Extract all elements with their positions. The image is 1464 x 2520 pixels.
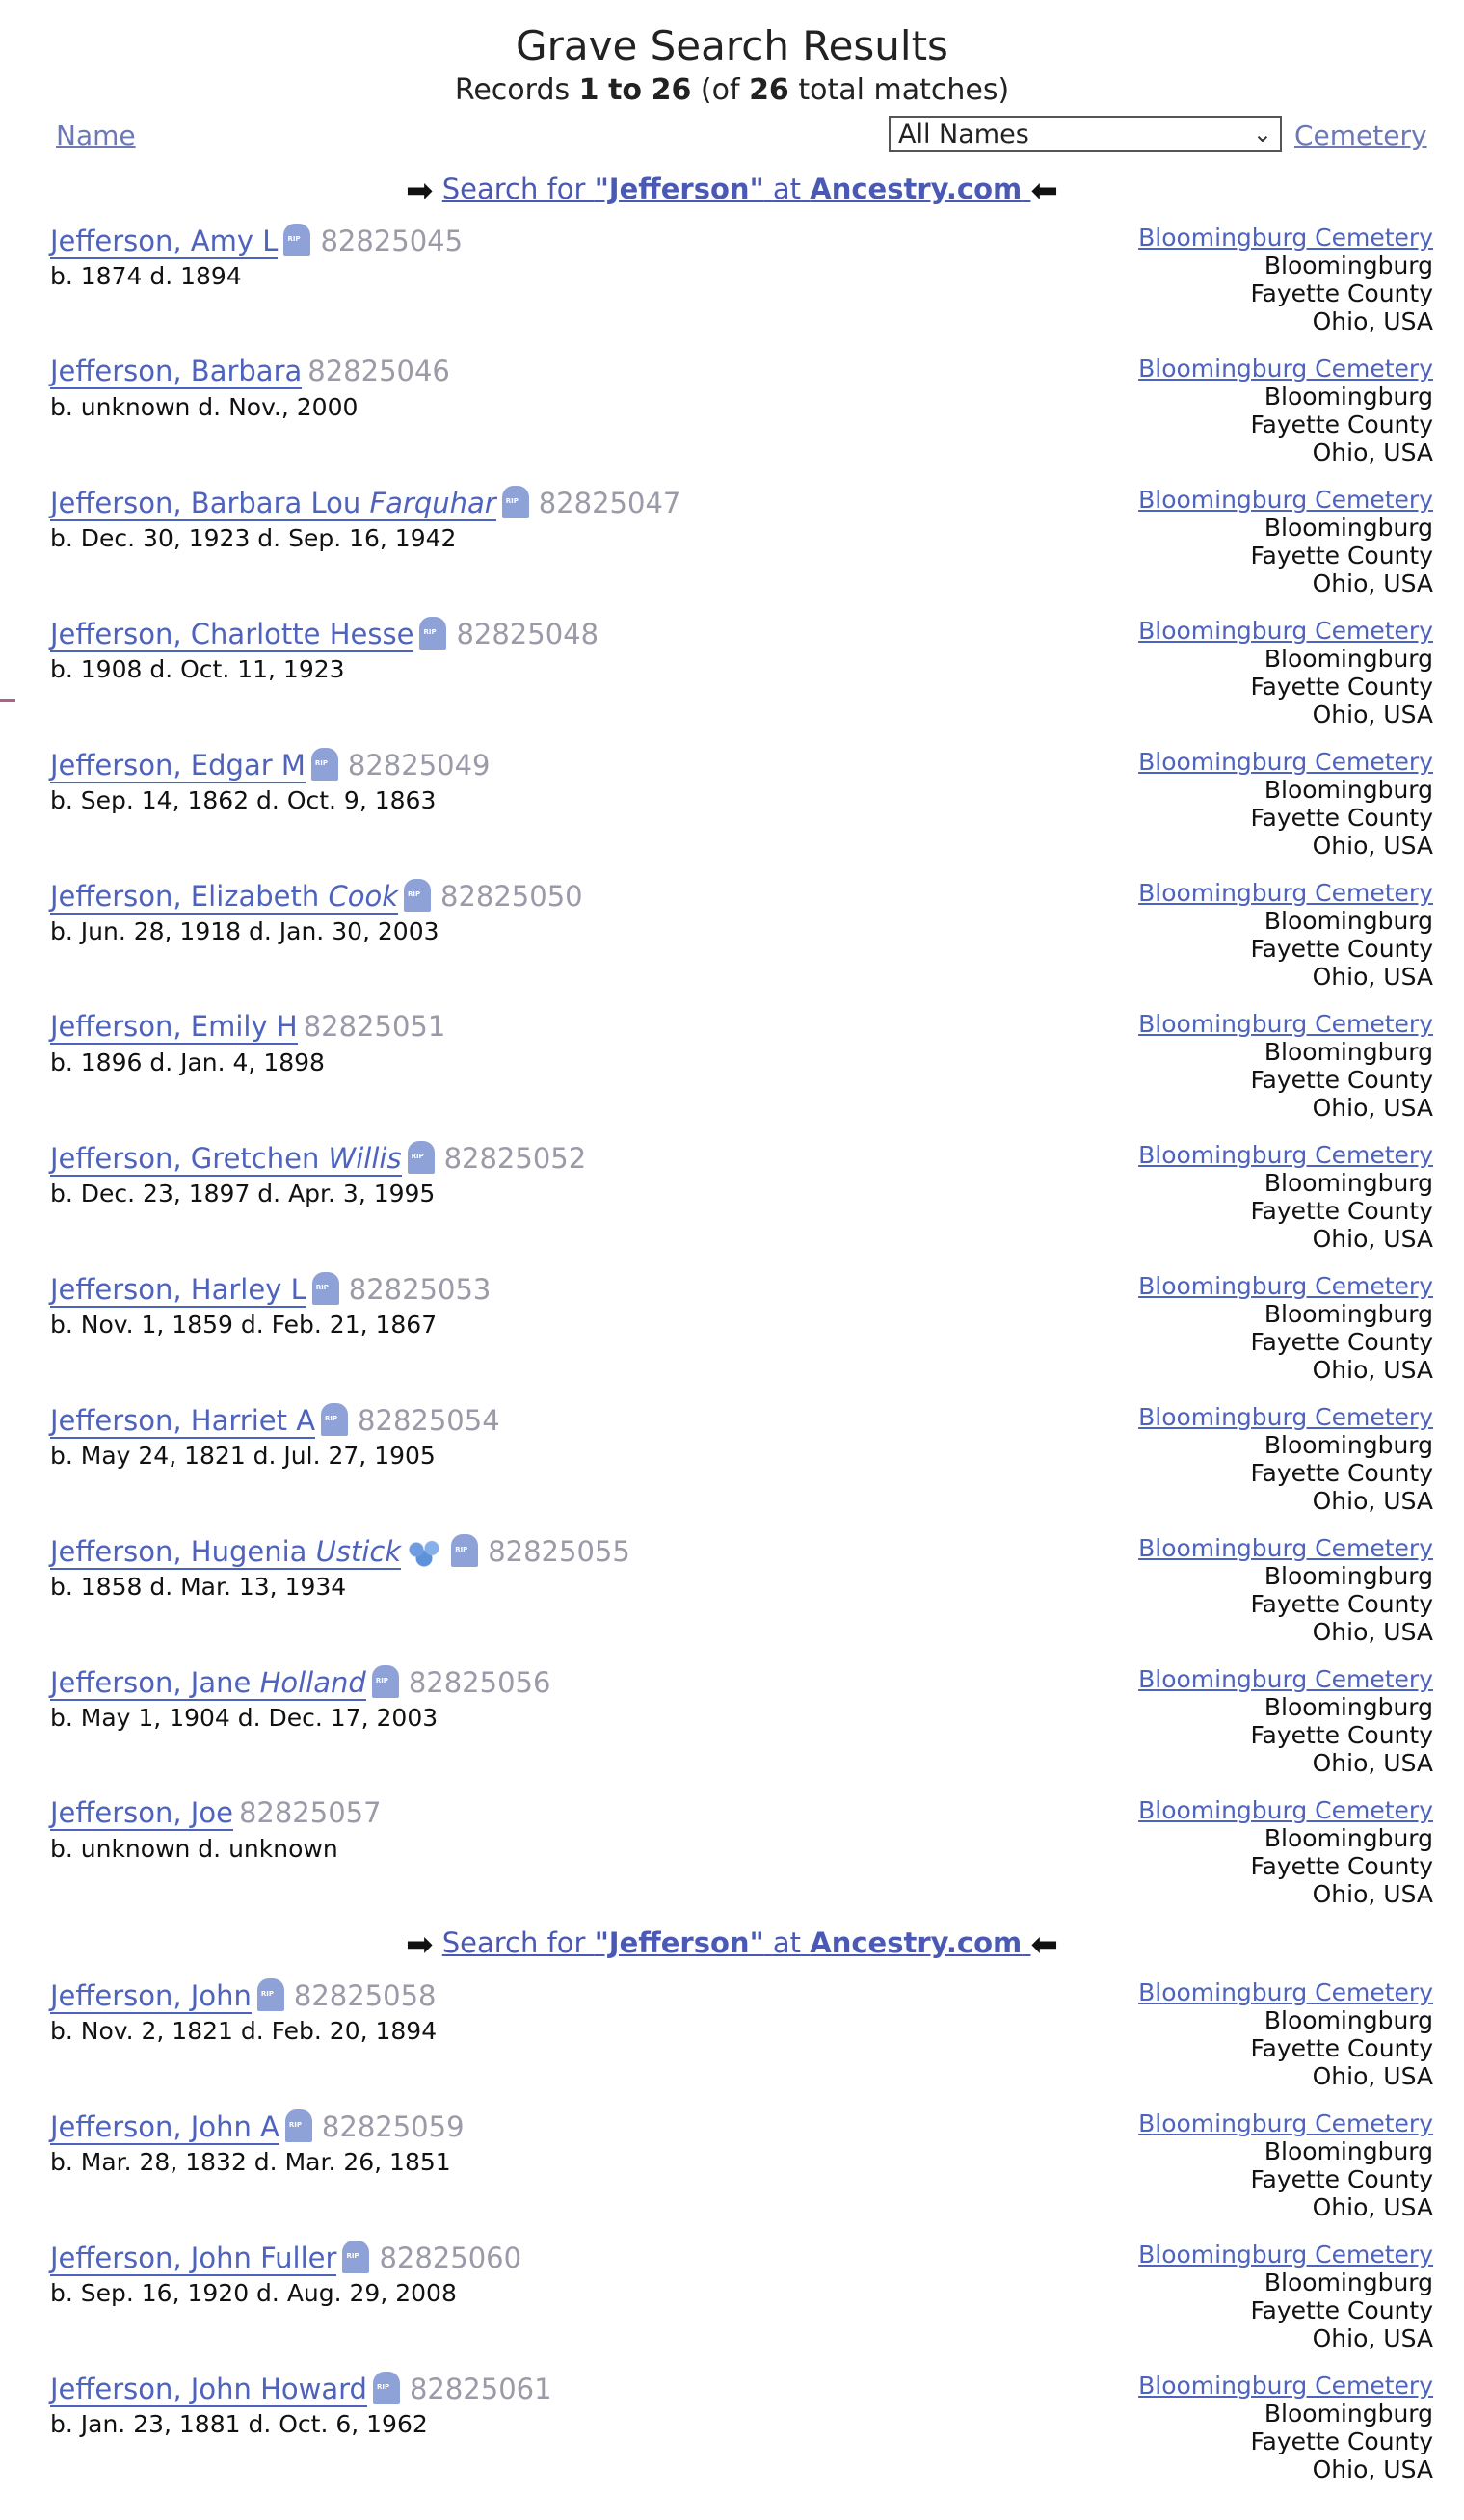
cemetery-link[interactable]: Bloomingburg Cemetery	[1138, 486, 1433, 514]
cemetery-link[interactable]: Bloomingburg Cemetery	[1138, 1534, 1433, 1562]
cemetery-county: Fayette County	[1250, 1721, 1433, 1749]
cemetery-state: Ohio, USA	[1312, 832, 1433, 860]
cemetery-state: Ohio, USA	[1312, 963, 1433, 991]
cemetery-county: Fayette County	[1250, 2427, 1433, 2455]
cemetery-location	[1138, 1010, 1433, 1122]
ancestry-at: at	[772, 172, 802, 205]
ancestry-keyword: "Jefferson"	[594, 1926, 764, 1959]
result-row	[0, 2372, 1464, 2497]
cemetery-link[interactable]: Bloomingburg Cemetery	[1138, 355, 1433, 383]
cemetery-state: Ohio, USA	[1312, 438, 1433, 466]
memorial-id: 82825052	[443, 1142, 587, 1175]
cemetery-state: Ohio, USA	[1312, 2455, 1433, 2483]
memorial-id: 82825051	[303, 1010, 446, 1043]
life-dates: b. Dec. 30, 1923 d. Sep. 16, 1942	[50, 524, 457, 552]
cemetery-state: Ohio, USA	[1312, 1618, 1433, 1646]
memorial-id: 82825047	[538, 487, 681, 519]
life-dates: b. 1908 d. Oct. 11, 1923	[50, 655, 345, 683]
person-name: Jefferson, Joe	[50, 1796, 233, 1829]
sort-by-cemetery-link[interactable]: Cemetery	[1294, 119, 1427, 151]
cemetery-county: Fayette County	[1250, 1459, 1433, 1487]
maiden-name: Willis	[328, 1142, 402, 1175]
person-name: Jefferson, John	[50, 1979, 252, 2012]
person-name: Jefferson, Amy L	[50, 225, 279, 257]
cemetery-county: Fayette County	[1250, 2034, 1433, 2062]
person-name-link[interactable]	[50, 1010, 298, 1045]
memorial-id: 82825053	[348, 1273, 492, 1306]
cemetery-state: Ohio, USA	[1312, 570, 1433, 597]
person-name-link[interactable]	[50, 1404, 315, 1439]
name-line	[50, 879, 583, 913]
person-name: Jefferson, John Howard	[50, 2373, 367, 2405]
memorial-id: 82825057	[238, 1796, 382, 1829]
person-name: Jefferson, Charlotte Hesse	[50, 618, 414, 650]
result-row	[0, 2241, 1464, 2366]
person-name: Jefferson, John Fuller	[50, 2241, 337, 2274]
name-line	[50, 224, 463, 257]
person-name-link[interactable]	[50, 2110, 279, 2145]
person-name-link[interactable]	[50, 1666, 366, 1701]
result-row	[0, 1978, 1464, 2104]
name-line	[50, 355, 450, 387]
name-line	[50, 2241, 521, 2274]
cemetery-state: Ohio, USA	[1312, 2324, 1433, 2352]
cemetery-link[interactable]: Bloomingburg Cemetery	[1138, 1403, 1433, 1431]
ancestry-search-banner	[0, 1925, 1464, 1964]
person-name: Jefferson, Emily H	[50, 1010, 298, 1043]
cemetery-state: Ohio, USA	[1312, 2062, 1433, 2090]
cemetery-link[interactable]: Bloomingburg Cemetery	[1138, 2109, 1433, 2137]
ancestry-prefix: Search for	[441, 172, 586, 205]
life-dates: b. Mar. 28, 1832 d. Mar. 26, 1851	[50, 2148, 451, 2176]
sort-by-name-link[interactable]: Name	[56, 119, 136, 151]
cemetery-location	[1138, 355, 1433, 466]
name-line	[50, 486, 680, 519]
chevron-down-icon: ⌄	[1252, 120, 1272, 147]
cemetery-state: Ohio, USA	[1312, 1487, 1433, 1515]
cemetery-state: Ohio, USA	[1312, 1356, 1433, 1384]
records-summary	[0, 71, 1464, 110]
person-name: Jefferson, Edgar M	[50, 749, 306, 782]
maiden-name: Cook	[328, 880, 398, 913]
name-line	[50, 1665, 550, 1699]
result-row	[0, 1141, 1464, 1266]
memorial-id: 82825060	[379, 2241, 522, 2274]
cemetery-county: Fayette County	[1250, 411, 1433, 438]
arrow-left-icon: ⬅	[1030, 1925, 1058, 1964]
life-dates: b. unknown d. Nov., 2000	[50, 393, 359, 421]
person-name: Jefferson, Gretchen	[50, 1142, 320, 1175]
ancestry-keyword: "Jefferson"	[594, 172, 764, 205]
cemetery-city: Bloomingburg	[1264, 645, 1433, 673]
life-dates: b. May 24, 1821 d. Jul. 27, 1905	[50, 1442, 436, 1470]
cemetery-location	[1138, 879, 1433, 991]
result-row	[0, 1403, 1464, 1528]
cemetery-link[interactable]: Bloomingburg Cemetery	[1138, 879, 1433, 907]
person-name-link[interactable]	[50, 355, 302, 389]
result-row	[0, 2109, 1464, 2235]
cemetery-location	[1138, 2109, 1433, 2221]
name-filter-select[interactable]	[889, 116, 1282, 152]
range-end: 26	[651, 73, 692, 107]
total-suffix: total matches)	[798, 73, 1010, 107]
memorial-id: 82825046	[307, 355, 450, 387]
cemetery-location	[1138, 486, 1433, 597]
sort-bar	[0, 114, 1464, 160]
cemetery-location	[1138, 224, 1433, 335]
cemetery-link[interactable]: Bloomingburg Cemetery	[1138, 1272, 1433, 1300]
ancestry-prefix: Search for	[441, 1926, 586, 1959]
result-row	[0, 1796, 1464, 1922]
person-name-link[interactable]	[50, 618, 413, 652]
cemetery-link[interactable]: Bloomingburg Cemetery	[1138, 748, 1433, 776]
person-name-link[interactable]	[50, 1796, 233, 1831]
cemetery-city: Bloomingburg	[1264, 1431, 1433, 1459]
headstone-photo-icon[interactable]	[342, 2241, 369, 2273]
cemetery-county: Fayette County	[1250, 1328, 1433, 1356]
memorial-id: 82825050	[440, 880, 583, 913]
memorial-id: 82825058	[293, 1979, 437, 2012]
cemetery-city: Bloomingburg	[1264, 514, 1433, 542]
life-dates: b. 1874 d. 1894	[50, 262, 242, 290]
cemetery-link[interactable]: Bloomingburg Cemetery	[1138, 617, 1433, 645]
ancestry-site: Ancestry.com	[810, 1926, 1023, 1959]
headstone-photo-icon[interactable]	[312, 1272, 339, 1305]
range-start: 1	[578, 73, 599, 107]
life-dates: b. May 1, 1904 d. Dec. 17, 2003	[50, 1704, 439, 1732]
person-name-link[interactable]	[50, 1142, 402, 1177]
cemetery-link[interactable]: Bloomingburg Cemetery	[1138, 2241, 1433, 2268]
flower-icon[interactable]	[405, 1538, 443, 1567]
cemetery-city: Bloomingburg	[1264, 1169, 1433, 1197]
cemetery-link[interactable]: Bloomingburg Cemetery	[1138, 2372, 1433, 2400]
result-row	[0, 355, 1464, 480]
memorial-id: 82825061	[409, 2373, 552, 2405]
life-dates: b. unknown d. unknown	[50, 1835, 338, 1863]
maiden-name: Farquhar	[369, 487, 496, 519]
cemetery-county: Fayette County	[1250, 2165, 1433, 2193]
life-dates: b. Dec. 23, 1897 d. Apr. 3, 1995	[50, 1180, 436, 1207]
name-line	[50, 617, 599, 650]
memorial-id: 82825055	[488, 1535, 630, 1568]
cemetery-link[interactable]: Bloomingburg Cemetery	[1138, 1141, 1433, 1169]
cemetery-state: Ohio, USA	[1312, 1749, 1433, 1777]
cemetery-state: Ohio, USA	[1312, 1094, 1433, 1122]
cemetery-state: Ohio, USA	[1312, 701, 1433, 729]
name-line	[50, 1403, 500, 1437]
cemetery-location	[1138, 1665, 1433, 1777]
name-line	[50, 1272, 491, 1306]
person-name-link[interactable]	[50, 2241, 336, 2276]
arrow-left-icon: ⬅	[1030, 172, 1058, 210]
headstone-photo-icon[interactable]	[311, 748, 338, 781]
life-dates: b. Nov. 2, 1821 d. Feb. 20, 1894	[50, 2017, 438, 2045]
cemetery-city: Bloomingburg	[1264, 2006, 1433, 2034]
cemetery-state: Ohio, USA	[1312, 307, 1433, 335]
headstone-photo-icon[interactable]	[283, 224, 310, 256]
cemetery-location	[1138, 1141, 1433, 1253]
name-line	[50, 2109, 465, 2143]
name-line	[50, 748, 491, 782]
cemetery-city: Bloomingburg	[1264, 907, 1433, 935]
cemetery-location	[1138, 1534, 1433, 1646]
person-name: Jefferson, Hugenia	[50, 1535, 307, 1568]
headstone-photo-icon[interactable]	[419, 617, 446, 650]
maiden-name: Holland	[259, 1666, 366, 1699]
name-line	[50, 1010, 445, 1043]
cemetery-location	[1138, 748, 1433, 860]
person-name-link[interactable]	[50, 1273, 306, 1308]
headstone-photo-icon[interactable]	[451, 1534, 478, 1567]
person-name-link[interactable]	[50, 749, 306, 783]
person-name-link[interactable]	[50, 2373, 367, 2407]
cemetery-state: Ohio, USA	[1312, 1225, 1433, 1253]
arrow-right-icon: ➡	[406, 1925, 434, 1964]
ancestry-search-link[interactable]	[442, 172, 1031, 205]
person-name: Jefferson, John A	[50, 2110, 279, 2143]
cemetery-county: Fayette County	[1250, 1590, 1433, 1618]
life-dates: b. Jun. 28, 1918 d. Jan. 30, 2003	[50, 917, 439, 945]
arrow-right-icon: ➡	[406, 172, 434, 210]
life-dates: b. Nov. 1, 1859 d. Feb. 21, 1867	[50, 1311, 438, 1339]
person-name-link[interactable]	[50, 487, 496, 521]
life-dates: b. 1858 d. Mar. 13, 1934	[50, 1573, 347, 1601]
name-line	[50, 1978, 436, 2012]
cemetery-city: Bloomingburg	[1264, 252, 1433, 279]
cemetery-city: Bloomingburg	[1264, 2137, 1433, 2165]
cemetery-city: Bloomingburg	[1264, 1693, 1433, 1721]
result-row	[0, 1665, 1464, 1791]
cemetery-location	[1138, 1403, 1433, 1515]
life-dates: b. Sep. 14, 1862 d. Oct. 9, 1863	[50, 786, 437, 814]
page-header	[0, 21, 1464, 110]
cemetery-link[interactable]: Bloomingburg Cemetery	[1138, 1978, 1433, 2006]
person-name-link[interactable]	[50, 880, 398, 915]
name-line	[50, 1796, 382, 1829]
headstone-photo-icon[interactable]	[502, 486, 529, 518]
headstone-photo-icon[interactable]	[285, 2109, 312, 2142]
person-name-link[interactable]	[50, 225, 278, 259]
cemetery-link[interactable]: Bloomingburg Cemetery	[1138, 1796, 1433, 1824]
result-row	[0, 1534, 1464, 1659]
cemetery-link[interactable]: Bloomingburg Cemetery	[1138, 224, 1433, 252]
result-row	[0, 224, 1464, 349]
total-count: 26	[749, 73, 789, 107]
cemetery-county: Fayette County	[1250, 1066, 1433, 1094]
life-dates: b. Jan. 23, 1881 d. Oct. 6, 1962	[50, 2410, 428, 2438]
memorial-id: 82825049	[347, 749, 491, 782]
edge-mark	[0, 699, 15, 702]
headstone-photo-icon[interactable]	[404, 879, 431, 912]
memorial-id: 82825056	[408, 1666, 551, 1699]
cemetery-link[interactable]: Bloomingburg Cemetery	[1138, 1665, 1433, 1693]
cemetery-location	[1138, 1272, 1433, 1384]
result-row	[0, 748, 1464, 873]
cemetery-county: Fayette County	[1250, 673, 1433, 701]
cemetery-state: Ohio, USA	[1312, 1880, 1433, 1908]
headstone-photo-icon[interactable]	[321, 1403, 348, 1436]
cemetery-county: Fayette County	[1250, 279, 1433, 307]
cemetery-location	[1138, 2372, 1433, 2483]
memorial-id: 82825059	[321, 2110, 465, 2143]
cemetery-city: Bloomingburg	[1264, 2400, 1433, 2427]
cemetery-city: Bloomingburg	[1264, 383, 1433, 411]
headstone-photo-icon[interactable]	[373, 2372, 400, 2404]
cemetery-county: Fayette County	[1250, 542, 1433, 570]
cemetery-county: Fayette County	[1250, 935, 1433, 963]
filter-value: All Names	[898, 119, 1029, 149]
of-open: (of	[700, 73, 740, 107]
result-row	[0, 1272, 1464, 1397]
range-to: to	[608, 73, 643, 107]
cemetery-county: Fayette County	[1250, 804, 1433, 832]
life-dates: b. 1896 d. Jan. 4, 1898	[50, 1048, 325, 1076]
result-row	[0, 1010, 1464, 1135]
person-name: Jefferson, Harriet A	[50, 1404, 316, 1437]
person-name: Jefferson, Harley L	[50, 1273, 306, 1306]
cemetery-county: Fayette County	[1250, 1197, 1433, 1225]
cemetery-link[interactable]: Bloomingburg Cemetery	[1138, 1010, 1433, 1038]
person-name-link[interactable]	[50, 1979, 252, 2014]
cemetery-city: Bloomingburg	[1264, 1038, 1433, 1066]
result-row	[0, 617, 1464, 742]
maiden-name: Ustick	[315, 1535, 402, 1568]
cemetery-city: Bloomingburg	[1264, 1824, 1433, 1852]
ancestry-site: Ancestry.com	[810, 172, 1023, 205]
ancestry-search-link[interactable]	[442, 1926, 1031, 1959]
name-line	[50, 1534, 630, 1568]
cemetery-city: Bloomingburg	[1264, 2268, 1433, 2296]
records-prefix: Records	[454, 73, 571, 107]
headstone-photo-icon[interactable]	[408, 1141, 435, 1174]
person-name: Jefferson, Barbara	[50, 355, 303, 387]
cemetery-location	[1138, 617, 1433, 729]
cemetery-county: Fayette County	[1250, 1852, 1433, 1880]
result-row	[0, 486, 1464, 611]
cemetery-location	[1138, 1978, 1433, 2090]
headstone-photo-icon[interactable]	[257, 1978, 284, 2011]
cemetery-location	[1138, 2241, 1433, 2352]
result-row	[0, 879, 1464, 1004]
life-dates: b. Sep. 16, 1920 d. Aug. 29, 2008	[50, 2279, 457, 2307]
cemetery-location	[1138, 1796, 1433, 1908]
cemetery-city: Bloomingburg	[1264, 1300, 1433, 1328]
ancestry-at: at	[772, 1926, 802, 1959]
person-name: Jefferson, Elizabeth	[50, 880, 320, 913]
name-line	[50, 2372, 552, 2405]
ancestry-search-banner	[0, 172, 1464, 210]
name-line	[50, 1141, 586, 1175]
cemetery-state: Ohio, USA	[1312, 2193, 1433, 2221]
page-title: Grave Search Results	[516, 22, 948, 69]
headstone-photo-icon[interactable]	[372, 1665, 399, 1698]
person-name-link[interactable]	[50, 1535, 401, 1570]
memorial-id: 82825045	[320, 225, 464, 257]
person-name: Jefferson, Barbara Lou	[50, 487, 361, 519]
cemetery-county: Fayette County	[1250, 2296, 1433, 2324]
cemetery-city: Bloomingburg	[1264, 776, 1433, 804]
cemetery-city: Bloomingburg	[1264, 1562, 1433, 1590]
memorial-id: 82825054	[358, 1404, 500, 1437]
memorial-id: 82825048	[456, 618, 599, 650]
person-name: Jefferson, Jane	[50, 1666, 252, 1699]
